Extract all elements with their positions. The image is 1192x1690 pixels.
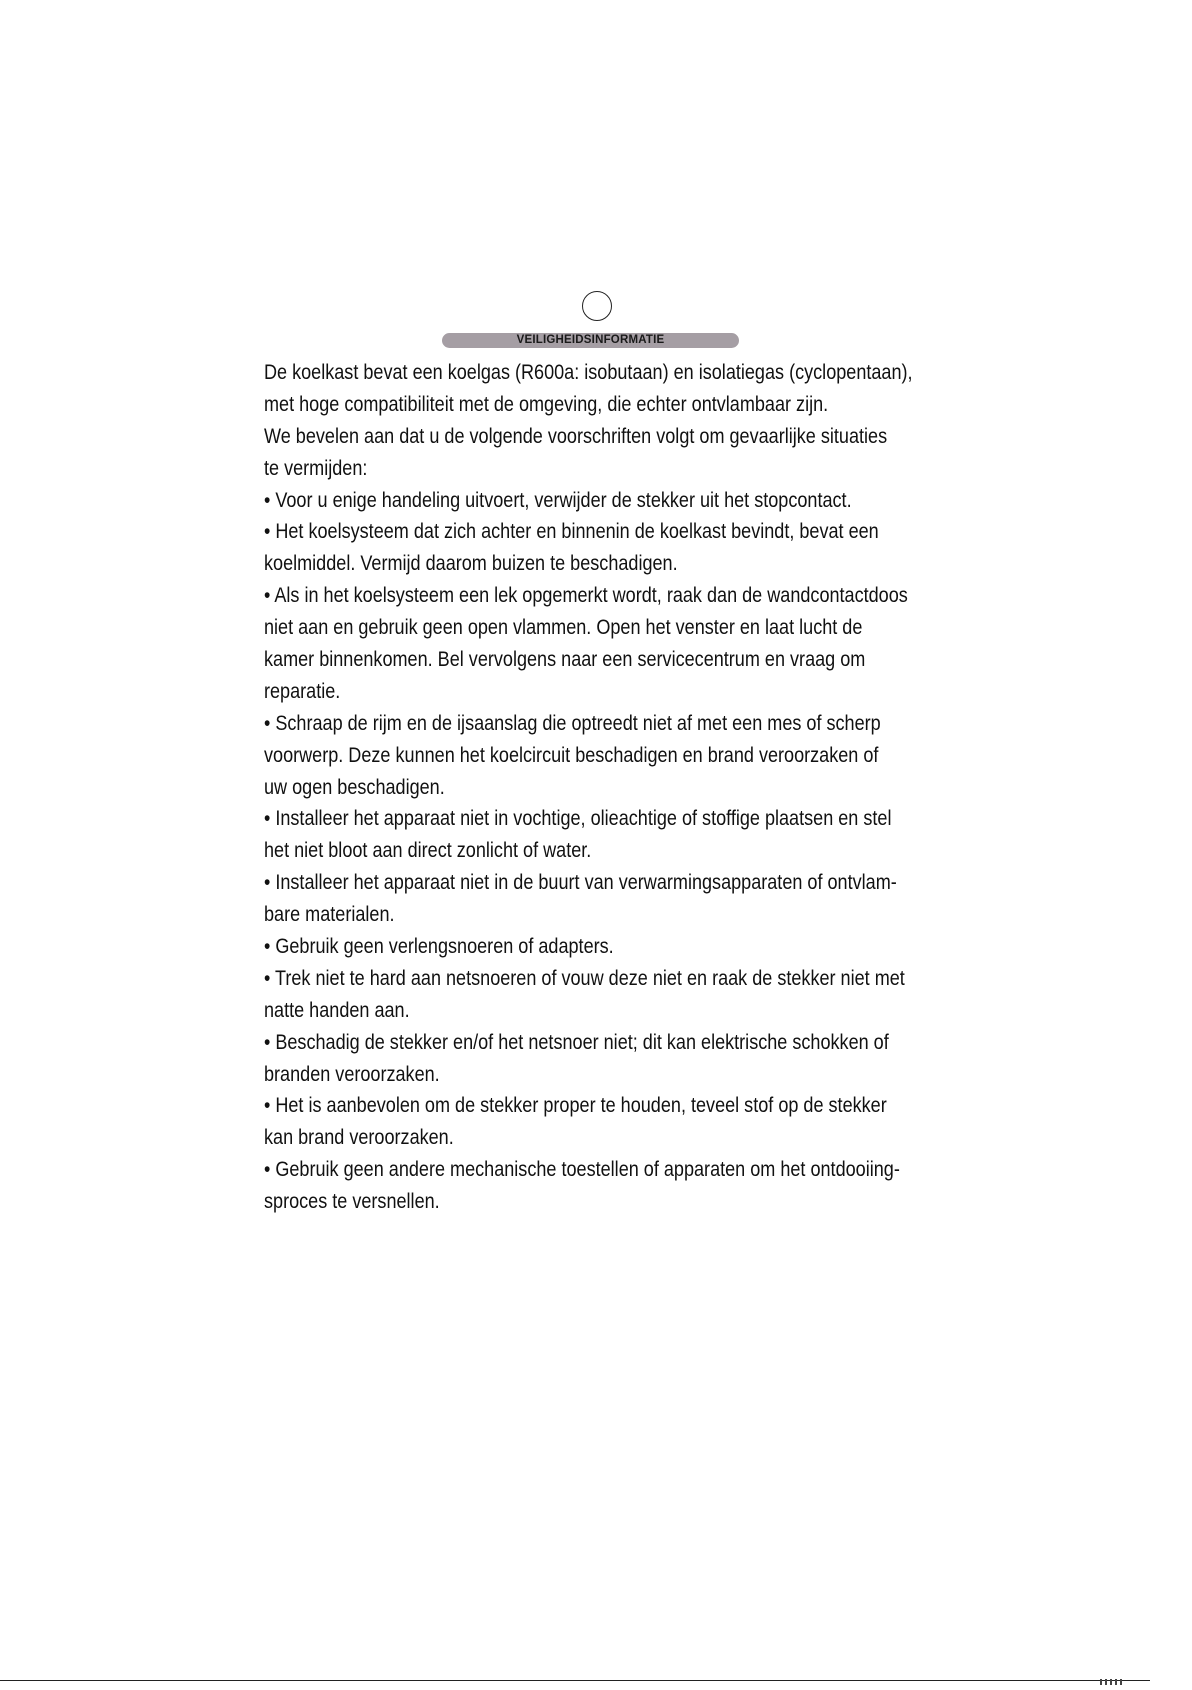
text-line: met hoge compatibiliteit met de omgeving, die echter ontvlambaar zijn. bbox=[264, 392, 829, 416]
crop-mark bbox=[1105, 1679, 1107, 1685]
bullet-line: • Het koelsysteem dat zich achter en binnenin de koelkast bevindt, bevat een bbox=[264, 520, 879, 544]
crop-mark bbox=[1120, 1679, 1122, 1685]
crop-mark bbox=[1115, 1679, 1117, 1685]
text-line: kamer binnenkomen. Bel vervolgens naar een servicecentrum en vraag om bbox=[264, 648, 866, 672]
text-line: sproces te versnellen. bbox=[264, 1190, 440, 1214]
text-line: bare materialen. bbox=[264, 903, 395, 927]
bullet-line: • Gebruik geen verlengsnoeren of adapters. bbox=[264, 935, 614, 959]
text-line: uw ogen beschadigen. bbox=[264, 775, 445, 799]
text-line: branden veroorzaken. bbox=[264, 1062, 440, 1086]
text-line: kan brand veroorzaken. bbox=[264, 1126, 454, 1150]
text-line: koelmiddel. Vermijd daarom buizen te beschadigen. bbox=[264, 552, 678, 576]
text-line: voorwerp. Deze kunnen het koelcircuit beschadigen en brand veroorzaken of bbox=[264, 743, 879, 767]
text-line: De koelkast bevat een koelgas (R600a: isobutaan) en isolatiegas (cyclopentaan), bbox=[264, 361, 913, 384]
bullet-line: • Installeer het apparaat niet in vochtige, olieachtige of stoffige plaatsen en stel bbox=[264, 807, 892, 831]
bullet-line: • Trek niet te hard aan netsnoeren of vouw deze niet en raak de stekker niet met bbox=[264, 966, 905, 990]
crop-mark bbox=[1100, 1679, 1102, 1685]
text-line: reparatie. bbox=[264, 679, 341, 703]
bullet-line: • Als in het koelsysteem een lek opgemerkt wordt, raak dan de wandcontactdoos bbox=[264, 584, 908, 608]
bullet-line: • Gebruik geen andere mechanische toestellen of apparaten om het ontdooiing- bbox=[264, 1158, 900, 1182]
page-marker-circle bbox=[582, 291, 612, 321]
text-line: niet aan en gebruik geen open vlammen. Open het venster en laat lucht de bbox=[264, 616, 863, 640]
bullet-line: • Beschadig de stekker en/of het netsnoer niet; dit kan elektrische schokken of bbox=[264, 1030, 889, 1054]
section-title-banner: VEILIGHEIDSINFORMATIE bbox=[442, 333, 739, 348]
text-line: We bevelen aan dat u de volgende voorschriften volgt om gevaarlijke situaties bbox=[264, 424, 888, 448]
text-line: het niet bloot aan direct zonlicht of water. bbox=[264, 839, 592, 863]
footer-rule bbox=[0, 1680, 1150, 1681]
text-line: natte handen aan. bbox=[264, 998, 410, 1022]
crop-marks bbox=[1100, 1672, 1160, 1680]
bullet-line: • Schraap de rijm en de ijsaanslag die optreedt niet af met een mes of scherp bbox=[264, 711, 881, 735]
text-line: te vermijden: bbox=[264, 456, 368, 480]
bullet-line: • Het is aanbevolen om de stekker proper te houden, teveel stof op de stekker bbox=[264, 1094, 887, 1118]
safety-text-block bbox=[264, 357, 944, 1218]
crop-mark bbox=[1110, 1679, 1112, 1685]
bullet-line: • Installeer het apparaat niet in de buurt van verwarmingsapparaten of ontvlam- bbox=[264, 871, 897, 895]
bullet-line: • Voor u enige handeling uitvoert, verwijder de stekker uit het stopcontact. bbox=[264, 488, 852, 512]
